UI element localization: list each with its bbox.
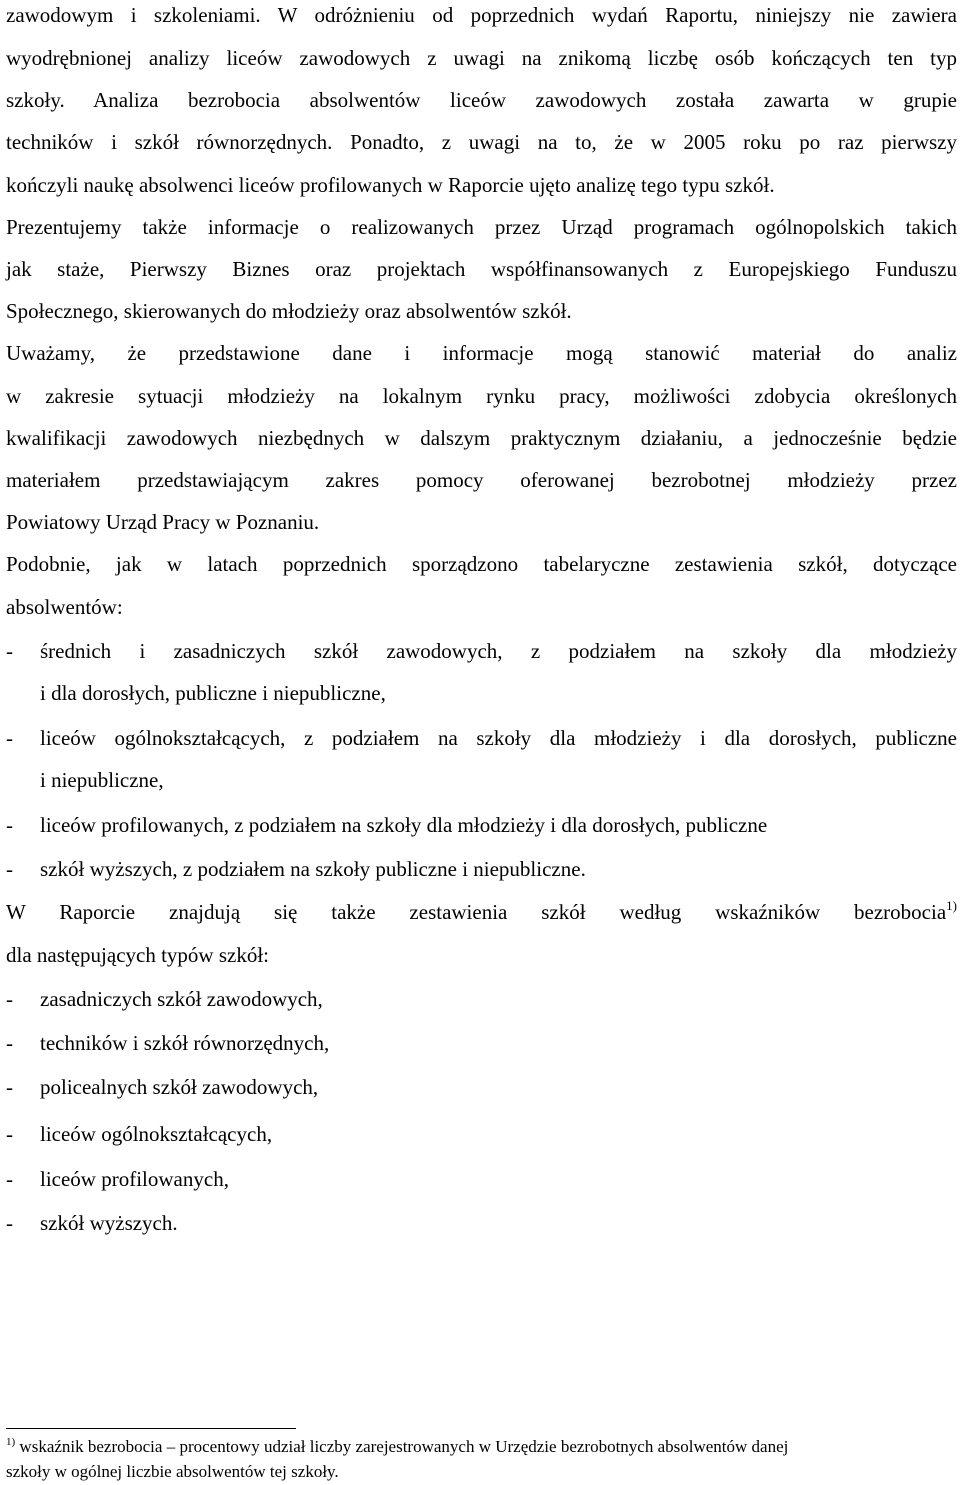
list-dash: - (6, 1122, 13, 1146)
list-1-item-2-line-1: liceów ogólnokształcących, z podziałem na szkoły dla młodzieży i dla dorosłych, publiczne (40, 726, 957, 750)
list-2-item-text: liceów profilowanych, (40, 1167, 229, 1191)
paragraph-2-line-3: Społecznego, skierowanych do młodzieży oraz absolwentów szkół. (6, 299, 572, 323)
footnote-line-1 (6, 1436, 957, 1457)
paragraph-4-line-1: Podobnie, jak w latach poprzednich sporządzono tabelaryczne zestawienia szkół, dotyczące (6, 552, 957, 576)
list-dash: - (6, 1211, 13, 1235)
list-2-item-2 (6, 1030, 957, 1056)
paragraph-3-line-4: materiałem przedstawiającym zakres pomocy oferowanej bezrobotnej młodzieży przez (6, 468, 957, 492)
paragraph-3-line-2: w zakresie sytuacji młodzieży na lokalnym rynku pracy, możliwości zdobycia określonych (6, 384, 957, 408)
list-1-item-4 (6, 856, 957, 882)
paragraph-2-line-1: Prezentujemy także informacje o realizowanych przez Urząd programach ogólnopolskich takich (6, 215, 957, 239)
list-2-item-text: liceów ogólnokształcących, (40, 1122, 273, 1146)
list-1-item-3 (6, 812, 957, 838)
paragraph-2-line-2: jak staże, Pierwszy Biznes oraz projektach współfinansowanych z Europejskiego Funduszu (6, 257, 957, 281)
list-1-item-1-line-2: i dla dorosłych, publiczne i niepubliczne, (40, 681, 386, 705)
list-dash: - (6, 987, 13, 1011)
paragraph-3-line-5: Powiatowy Urząd Pracy w Poznaniu. (6, 510, 320, 534)
paragraph-5-text: W Raporcie znajdują się także zestawienia szkół według wskaźników bezrobocia (6, 900, 947, 924)
list-2-item-6 (6, 1210, 957, 1236)
footnote-reference: 1) (946, 898, 957, 913)
list-1-item-2 (6, 725, 957, 751)
list-2-item-text: zasadniczych szkół zawodowych, (40, 987, 323, 1011)
paragraph-5-line-2: dla następujących typów szkół: (6, 943, 270, 967)
paragraph-3-line-1: Uważamy, że przedstawione dane i informacje mogą stanowić materiał do analiz (6, 341, 957, 365)
list-dash: - (6, 726, 13, 750)
list-1-item-1-continuation (6, 680, 957, 706)
paragraph-3-line-3: kwalifikacji zawodowych niezbędnych w dalszym praktycznym działaniu, a jednocześnie będzie (6, 426, 957, 450)
list-dash: - (6, 857, 13, 881)
list-2-item-4 (6, 1121, 957, 1147)
list-dash: - (6, 639, 13, 663)
paragraph-1-line-5: kończyli naukę absolwenci liceów profilowanych w Raporcie ujęto analizę tego typu szkół. (6, 173, 775, 197)
footnote-text: wskaźnik bezrobocia – procentowy udział liczby zarejestrowanych w Urzędzie bezrobotnych absolwentów danej (15, 1437, 789, 1456)
list-1-item-2-line-2: i niepubliczne, (40, 768, 164, 792)
paragraph-4-line-2: absolwentów: (6, 595, 123, 619)
list-dash: - (6, 1031, 13, 1055)
list-1-item-3-line-1: liceów profilowanych, z podziałem na szkoły dla młodzieży i dla dorosłych, publiczne (40, 813, 768, 837)
list-2-item-1 (6, 986, 957, 1012)
paragraph-5-line-1 (6, 899, 957, 925)
list-dash: - (6, 1075, 13, 1099)
list-dash: - (6, 1167, 13, 1191)
footnote-marker: 1) (6, 1436, 16, 1448)
list-dash: - (6, 813, 13, 837)
paragraph-1-line-4: techników i szkół równorzędnych. Ponadto, z uwagi na to, że w 2005 roku po raz pierwszy (6, 130, 957, 154)
footnote-separator (6, 1428, 296, 1429)
list-1-item-4-line-1: szkół wyższych, z podziałem na szkoły publiczne i niepubliczne. (40, 857, 586, 881)
list-1-item-1 (6, 638, 957, 664)
paragraph-1-line-3: szkoły. Analiza bezrobocia absolwentów liceów zawodowych została zawarta w grupie (6, 88, 957, 112)
paragraph-1-line-2: wyodrębnionej analizy liceów zawodowych z uwagi na znikomą liczbę osób kończących ten typ (6, 46, 957, 70)
list-1-item-2-continuation (6, 767, 957, 793)
list-1-item-1-line-1: średnich i zasadniczych szkół zawodowych, z podziałem na szkoły dla młodzieży (40, 639, 957, 663)
list-2-item-text: techników i szkół równorzędnych, (40, 1031, 330, 1055)
footnote-line-2: szkoły w ogólnej liczbie absolwentów tej szkoły. (6, 1462, 339, 1481)
list-2-item-5 (6, 1166, 957, 1192)
paragraph-1-line-1: zawodowym i szkoleniami. W odróżnieniu od poprzednich wydań Raportu, niniejszy nie zawiera (6, 3, 957, 27)
list-2-item-text: policealnych szkół zawodowych, (40, 1075, 319, 1099)
list-2-item-text: szkół wyższych. (40, 1211, 178, 1235)
list-2-item-3 (6, 1074, 957, 1100)
